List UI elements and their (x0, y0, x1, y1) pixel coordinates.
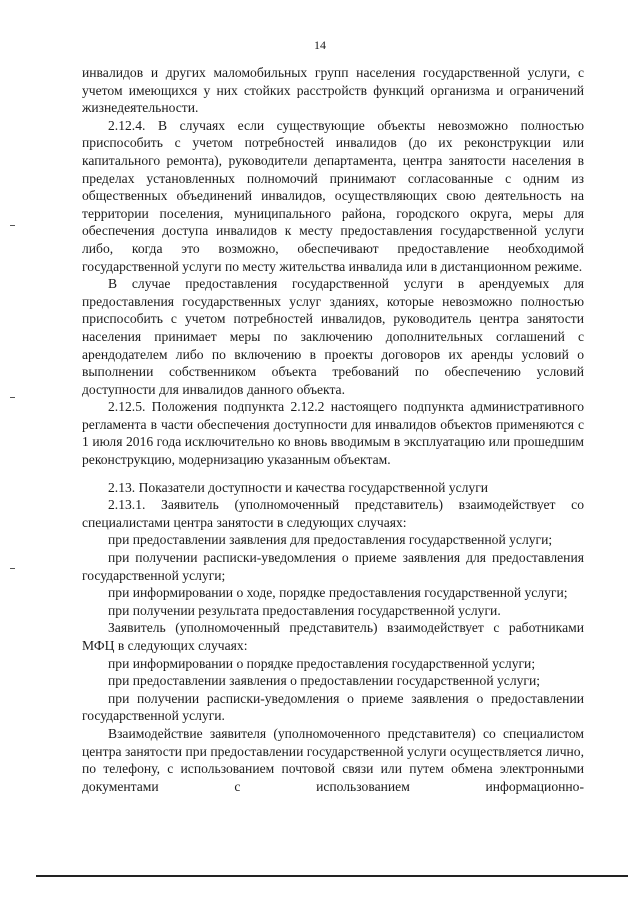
document-body (82, 62, 584, 795)
paragraph: В случае предоставления государственной услуги в арендуемых для предоставления государственных услуг зданиях, которые невозможно полностью приспособить с учетом потребностей инвалидов, руководитель центра занятости населения принимает меры по заключению дополнительных соглашений с арендодателем либо по включению в проекты договоров их аренды условий о выполнении собственником объекта требований по обеспечению условий доступности для инвалидов данного объекта. (82, 276, 584, 397)
margin-mark (10, 225, 15, 226)
paragraph: 2.12.5. Положения подпункта 2.12.2 настоящего подпункта административного регламента в части обеспечения доступности для инвалидов объектов применяются с 1 июля 2016 года исключительно ко вновь вводимым в эксплуатацию или прошедшим реконструкцию, модернизацию указанным объектам. (82, 399, 584, 468)
paragraph: 2.13.1. Заявитель (уполномоченный представитель) взаимодействует со специалистами центра занятости в следующих случаях: (82, 497, 584, 530)
paragraph: 2.13. Показатели доступности и качества государственной услуги (108, 479, 489, 495)
bottom-scan-line (36, 875, 628, 877)
paragraph: при предоставлении заявления для предоставления государственной услуги; (108, 532, 553, 548)
paragraph: при информировании о порядке предоставления государственной услуги; (108, 655, 536, 671)
page-number: 14 (314, 38, 326, 52)
paragraph: при получении результата предоставления государственной услуги. (108, 602, 501, 618)
paragraph: инвалидов и других маломобильных групп населения государственной услуги, с учетом имеющихся у них стойких расстройств функций организма и ограничений жизнедеятельности. (82, 65, 584, 116)
margin-mark (10, 568, 15, 569)
paragraph: при получении расписки-уведомления о приеме заявления для предоставления государственной услуги; (82, 550, 584, 583)
paragraph: при получении расписки-уведомления о приеме заявления о предоставлении государственной услуги. (82, 690, 584, 724)
margin-mark (10, 397, 15, 398)
paragraph: Взаимодействие заявителя (уполномоченного представителя) со специалистом центра занятости при предоставлении государственной услуги осуществляется лично, по телефону, с использованием почтовой связи или путем обмена электронными документами с использованием информационно- (82, 725, 584, 794)
paragraph: при информировании о ходе, порядке предоставления государственной услуги; (108, 585, 568, 601)
paragraph: Заявитель (уполномоченный представитель) взаимодействует с работниками МФЦ в следующих случаях: (82, 620, 584, 653)
paragraph: при предоставлении заявления о предоставлении государственной услуги; (108, 673, 541, 689)
paragraph: 2.12.4. В случаях если существующие объекты невозможно полностью приспособить с учетом потребностей инвалидов (до их реконструкции или капитального ремонта), руководители департамента, центра занятости населения в пределах установленных полномочий принимают согласованные с одним из общественных объединений инвалидов, осуществляющих свою деятельность на территории поселения, муниципального района, городского округа, меры для обеспечения доступа инвалидов к месту предоставления государственной услуги либо, когда это возможно, обеспечивают предоставление необходимой государственной услуги по месту жительства инвалида или в дистанционном режиме. (82, 117, 584, 274)
